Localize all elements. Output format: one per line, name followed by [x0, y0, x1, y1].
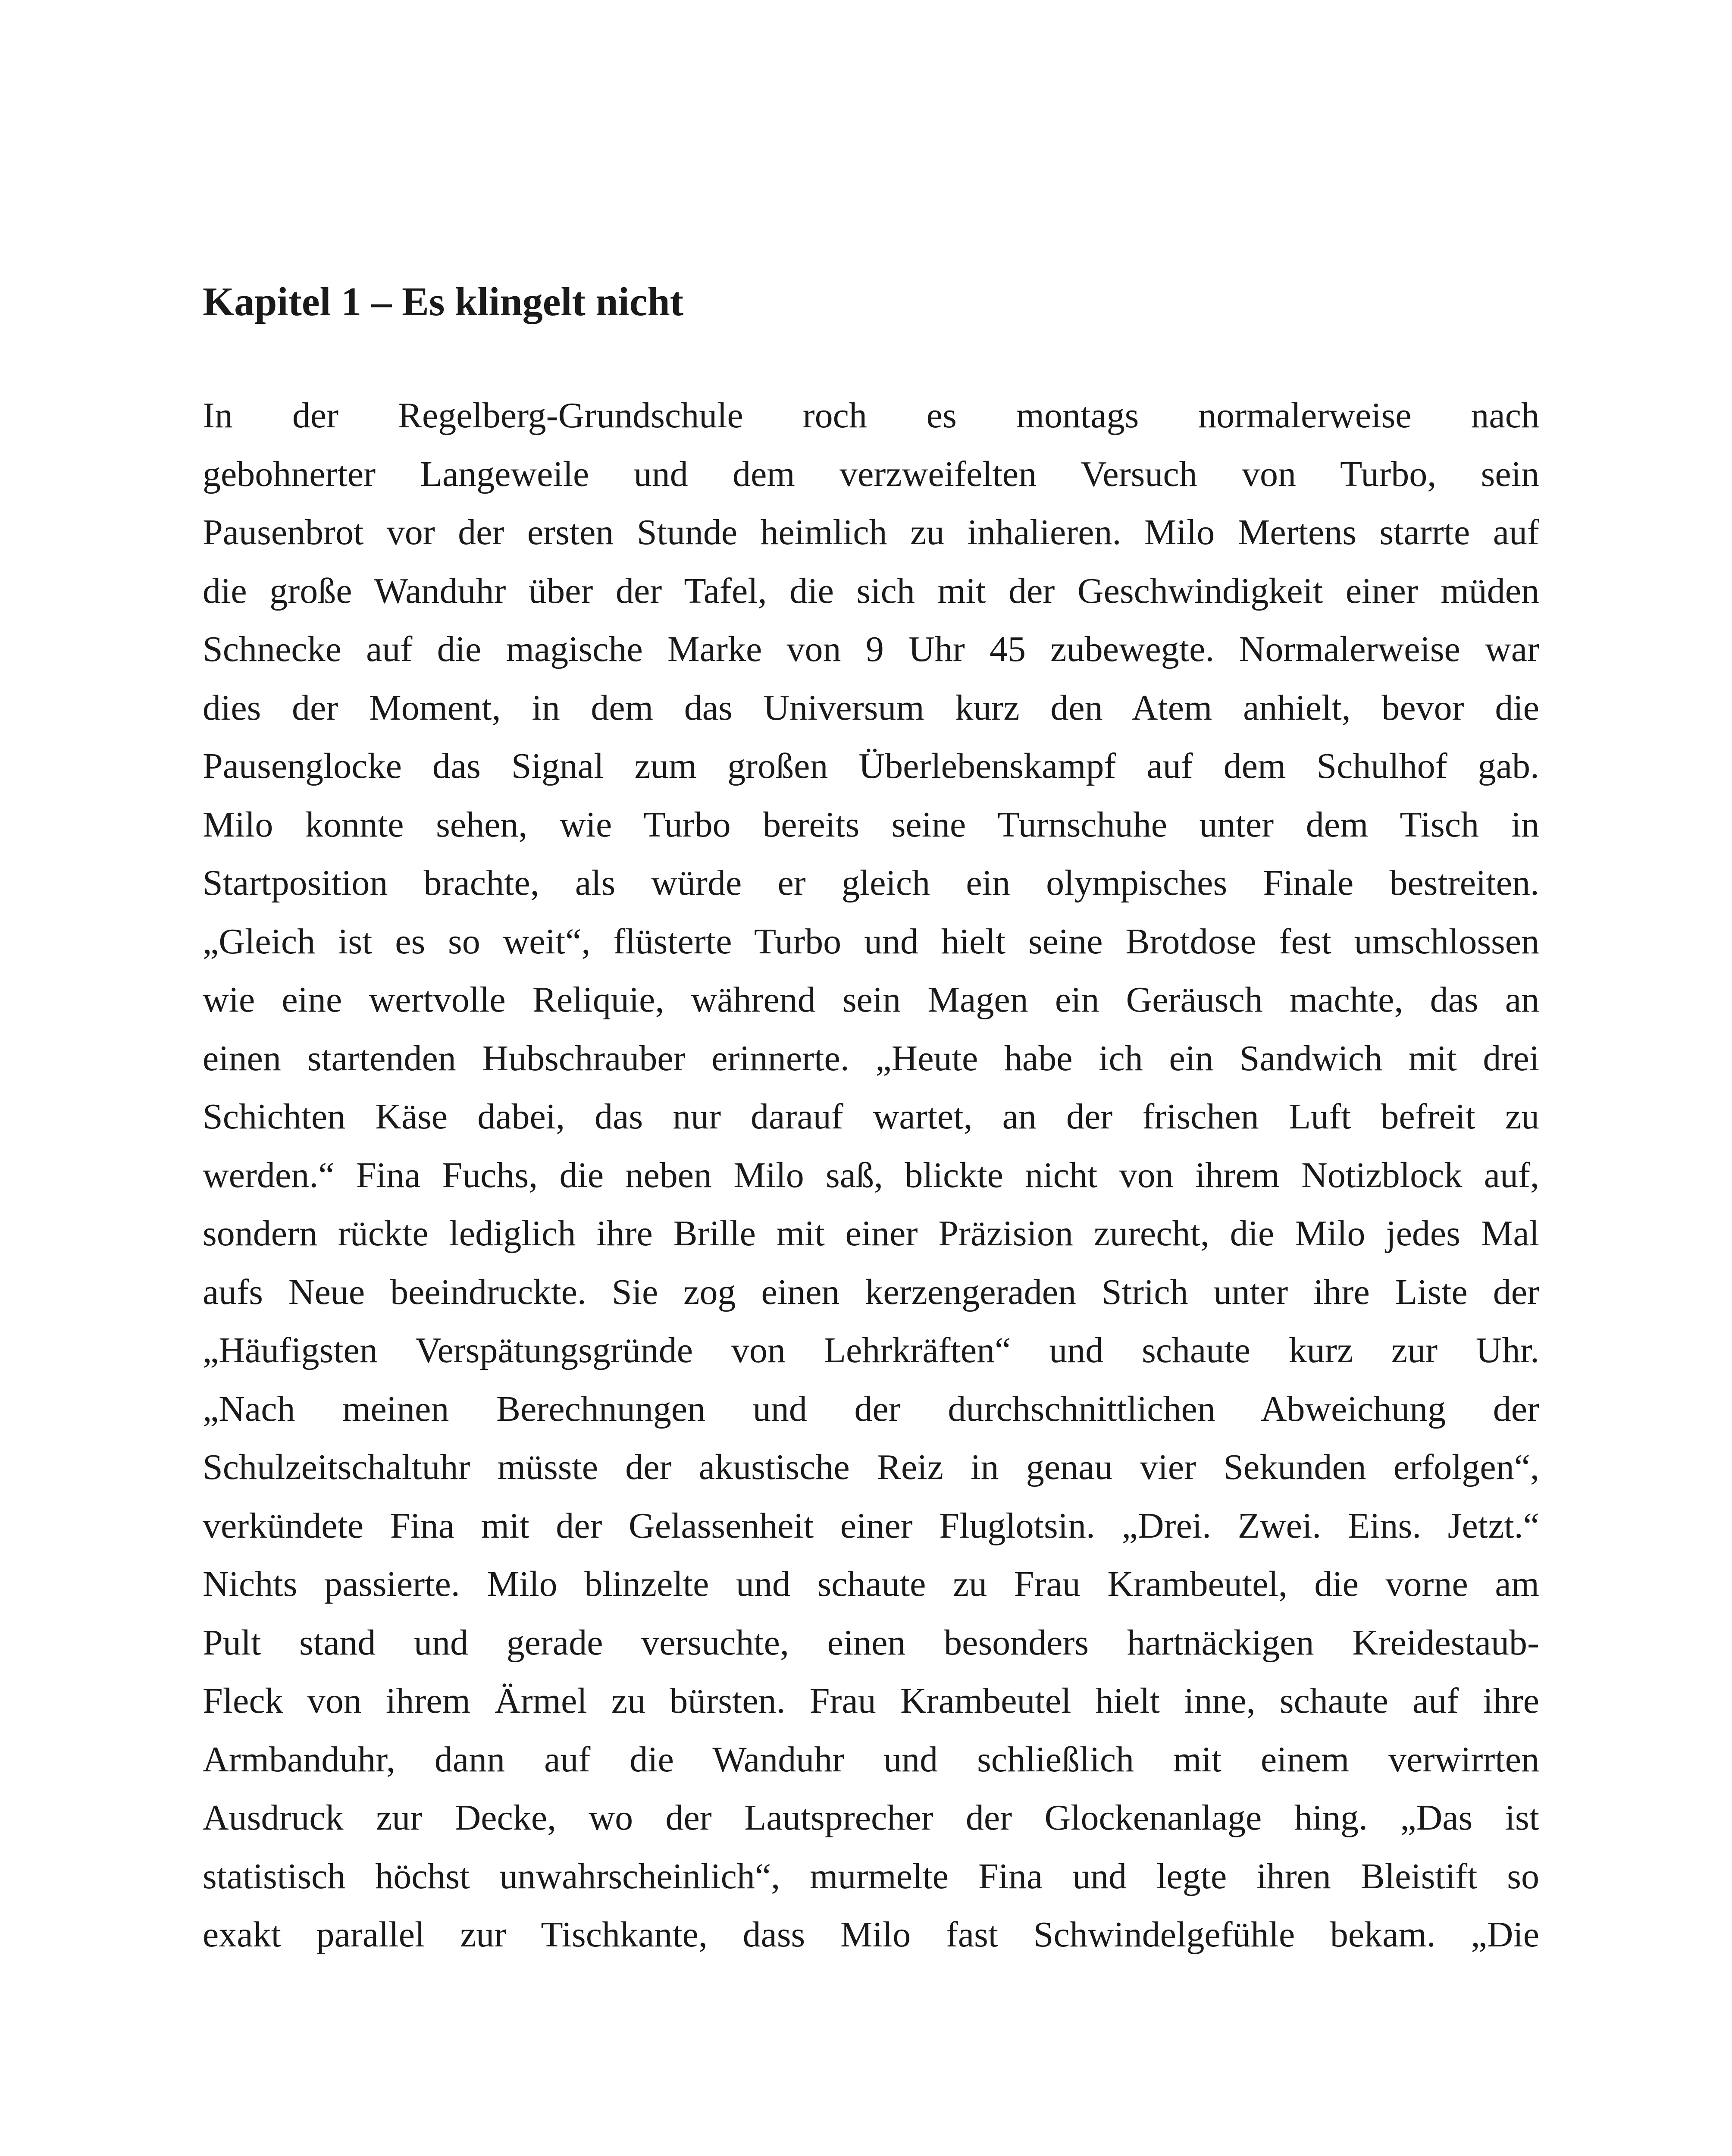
text-line: gebohnerter Langeweile und dem verzweifelten Versuch von Turbo, sein	[203, 454, 1539, 494]
text-line: dies der Moment, in dem das Universum kurz den Atem anhielt, bevor die	[203, 687, 1539, 728]
text-line: In der Regelberg-Grundschule roch es montags normalerweise nach	[203, 395, 1539, 436]
text-line: Schnecke auf die magische Marke von 9 Uhr 45 zubewegte. Normalerweise war	[203, 629, 1539, 669]
text-line: exakt parallel zur Tischkante, dass Milo fast Schwindelgefühle bekam. „Die	[203, 1915, 1539, 1955]
text-line: Fleck von ihrem Ärmel zu bürsten. Frau Krambeutel hielt inne, schaute auf ihre	[203, 1681, 1539, 1721]
text-line: Milo konnte sehen, wie Turbo bereits seine Turnschuhe unter dem Tisch in	[203, 804, 1539, 845]
text-line: „Gleich ist es so weit“, flüsterte Turbo und hielt seine Brotdose fest umschlossen	[203, 921, 1539, 962]
text-line: wie eine wertvolle Reliquie, während sein Magen ein Geräusch machte, das an	[203, 980, 1539, 1020]
text-line: Pult stand und gerade versuchte, einen besonders hartnäckigen Kreidestaub-	[203, 1622, 1539, 1663]
text-line: statistisch höchst unwahrscheinlich“, murmelte Fina und legte ihren Bleistift so	[203, 1856, 1539, 1896]
text-line: „Nach meinen Berechnungen und der durchschnittlichen Abweichung der	[203, 1388, 1539, 1429]
text-line: Nichts passierte. Milo blinzelte und schaute zu Frau Krambeutel, die vorne am	[203, 1564, 1539, 1604]
text-line: Startposition brachte, als würde er gleich ein olympisches Finale bestreiten.	[203, 863, 1539, 903]
text-line: Schichten Käse dabei, das nur darauf wartet, an der frischen Luft befreit zu	[203, 1097, 1539, 1137]
text-line: Pausenglocke das Signal zum großen Überlebenskampf auf dem Schulhof gab.	[203, 746, 1539, 786]
text-line: verkündete Fina mit der Gelassenheit einer Fluglotsin. „Drei. Zwei. Eins. Jetzt.“	[203, 1505, 1539, 1546]
text-line: die große Wanduhr über der Tafel, die sich mit der Geschwindigkeit einer müden	[203, 570, 1539, 611]
chapter-title: Kapitel 1 – Es klingelt nicht	[203, 279, 684, 324]
text-line: „Häufigsten Verspätungsgründe von Lehrkräften“ und schaute kurz zur Uhr.	[203, 1330, 1539, 1370]
text-line: aufs Neue beeindruckte. Sie zog einen kerzengeraden Strich unter ihre Liste der	[203, 1272, 1539, 1312]
text-line: Ausdruck zur Decke, wo der Lautsprecher der Glockenanlage hing. „Das ist	[203, 1798, 1539, 1838]
text-line: Pausenbrot vor der ersten Stunde heimlich zu inhalieren. Milo Mertens starrte auf	[203, 512, 1539, 552]
text-line: einen startenden Hubschrauber erinnerte. „Heute habe ich ein Sandwich mit drei	[203, 1038, 1539, 1078]
text-line: Armbanduhr, dann auf die Wanduhr und schließlich mit einem verwirrten	[203, 1739, 1539, 1780]
text-line: Schulzeitschaltuhr müsste der akustische Reiz in genau vier Sekunden erfolgen“,	[203, 1447, 1539, 1487]
chapter-body	[203, 386, 1539, 1964]
text-line: werden.“ Fina Fuchs, die neben Milo saß, blickte nicht von ihrem Notizblock auf,	[203, 1155, 1539, 1195]
text-line: sondern rückte lediglich ihre Brille mit einer Präzision zurecht, die Milo jedes Mal	[203, 1213, 1539, 1253]
